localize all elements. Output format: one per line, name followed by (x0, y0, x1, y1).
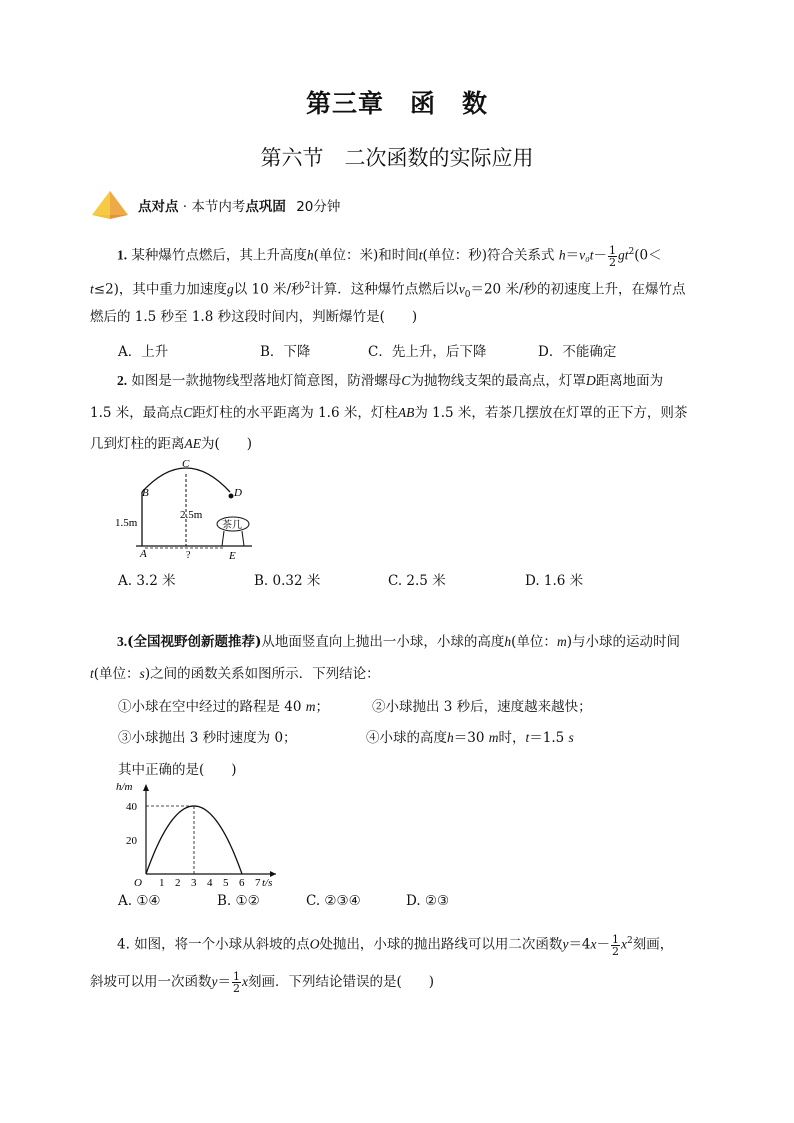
q3-line2: t(单位：s)之间的函数关系如图所示．下列结论： (90, 666, 380, 682)
q1-option-d: D．不能确定 (538, 344, 617, 360)
section-title: 第六节 二次函数的实际应用 (260, 146, 534, 170)
q3-conclusion-2: ②小球抛出 3 秒后，速度越来越快； (372, 699, 592, 715)
q4-fraction: $\frac{1}{2}$ (612, 932, 620, 958)
x-tick-label: 3 (191, 877, 197, 888)
q2-option-b: B. 0.32 米 (254, 573, 321, 589)
banner-text: 点对点 · 本节内考点巩固 20分钟 (138, 199, 341, 215)
x-axis-label: t/s (262, 877, 273, 888)
q3-option-a: A. ①④ (118, 893, 161, 909)
y-axis-arrow (143, 784, 149, 791)
tea-table-leg (222, 531, 224, 546)
label-tea-table: 茶几 (222, 520, 242, 531)
q3-conclusion-4: ④小球的高度h＝30 m时，t＝1.5 s (366, 730, 574, 746)
q1-line3: 燃后的 1.5 秒至 1.8 秒这段时间内，判断爆竹是( ) (90, 309, 418, 325)
q3-option-d: D. ②③ (406, 893, 450, 909)
q1-option-b: B．下降 (260, 344, 311, 360)
x-tick-label: 5 (223, 877, 229, 888)
x-tick-label: 7 (255, 877, 261, 888)
q2-option-d: D. 1.6 米 (525, 573, 584, 589)
q3-option-b: B. ①② (217, 893, 260, 909)
q2-line2: 1.5 米，最高点C距灯柱的水平距离为 1.6 米，灯柱AB为 1.5 米，若茶几摆放在灯罩的正下方，则茶 (90, 405, 688, 421)
q1-option-a: A．上升 (118, 344, 169, 360)
label-c: C (182, 458, 190, 470)
y-tick-label: 40 (126, 801, 137, 813)
label-1-5m: 1.5m (115, 517, 138, 529)
x-tick-label: 1 (159, 877, 165, 888)
q4-line2: 斜坡可以用一次函数y＝ $\frac{1}{2}$ x刻画．下列结论错误的是( ) (90, 970, 435, 995)
q3-ask: 其中正确的是( ) (118, 762, 237, 778)
q1-fraction: $\frac{1}{2}$ (609, 243, 617, 269)
q1-line2: t≤2)，其中重力加速度g以 10 米/秒$^2$计算．这种爆竹点燃后以$v_0=20$ 米/秒的初速度上升，在爆竹点 (90, 281, 686, 301)
lamp-shade (229, 494, 234, 499)
x-tick-label: 4 (207, 877, 213, 888)
q2-line3: 几到灯柱的距离AE为( ) (90, 436, 253, 452)
q3-option-c: C. ②③④ (306, 893, 361, 909)
label-b: B (142, 487, 149, 499)
q2-option-a: A. 3.2 米 (118, 573, 176, 589)
chapter-title: 第三章 函 数 (305, 89, 488, 118)
x-tick-label: 2 (175, 877, 181, 888)
x-tick-label: 6 (239, 877, 245, 888)
banner-time: 20分钟 (296, 199, 341, 215)
label-d: D (234, 487, 242, 499)
q3-conclusion-1: ①小球在空中经过的路程是 40 m； (118, 699, 330, 715)
tea-table-leg (242, 531, 244, 546)
q1-option-c: C．先上升，后下降 (368, 344, 487, 360)
label-question: ? (186, 550, 191, 561)
lamp-figure (112, 456, 262, 564)
q2-line1: 2. 如图是一款抛物线型落地灯简意图，防滑螺母C为抛物线支架的最高点，灯罩D距离地面为 (117, 373, 664, 389)
q4-line1: 4. 如图，将一个小球从斜坡的点O处抛出，小球的抛出路线可以用二次函数y＝4x－ $\frac{1}{2}$ $x^2$刻画， (117, 932, 674, 958)
q4-fraction-2: $\frac{1}{2}$ (233, 970, 240, 995)
section-banner (90, 185, 340, 225)
label-a: A (140, 548, 147, 560)
q2-option-c: C. 2.5 米 (388, 573, 446, 589)
height-time-chart (112, 776, 282, 888)
x-tick-label: O (134, 877, 142, 888)
pyramid-icon (90, 189, 130, 221)
q3-line1: 3.(全国视野创新题推荐)从地面竖直向上抛出一小球，小球的高度h(单位：m)与小球的运动时间 (117, 634, 680, 650)
q3-conclusion-3: ③小球抛出 3 秒时速度为 0； (118, 730, 297, 746)
q1-line1: 1. 某种爆竹点燃后，其上升高度h(单位：米)和时间t(单位：秒)符合关系式 h＝v₀t－ $\frac{1}{2}$ $gt^2(0<$ (117, 243, 662, 269)
label-e: E (229, 550, 236, 562)
y-axis-label: h/m (116, 781, 133, 793)
label-2-5m: 2.5m (180, 509, 203, 521)
y-tick-label: 20 (126, 835, 137, 847)
